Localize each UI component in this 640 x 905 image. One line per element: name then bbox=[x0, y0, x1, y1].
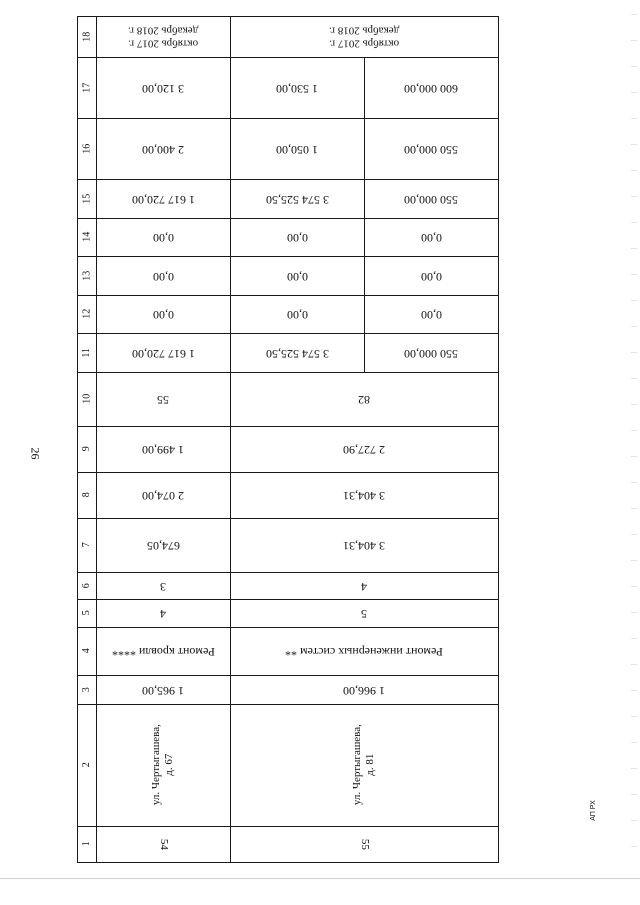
row-55a-col-16 bbox=[230, 118, 364, 179]
row-55b-col-15 bbox=[364, 179, 498, 218]
table-border-bottom bbox=[77, 862, 499, 863]
row-55a-col-16-text: 1 050,00 bbox=[276, 142, 318, 157]
row-54-col-9 bbox=[96, 426, 230, 472]
row-54-number-text: 54 bbox=[157, 838, 170, 850]
column-header-14 bbox=[77, 218, 96, 256]
row-55-col-8-text: 3 404,31 bbox=[343, 488, 385, 503]
column-header-7-text: 7 bbox=[80, 542, 92, 548]
column-header-1 bbox=[77, 826, 96, 862]
row-55-col-9 bbox=[230, 426, 498, 472]
column-header-2-text: 2 bbox=[80, 762, 92, 768]
row-55b-col-16 bbox=[364, 118, 498, 179]
row-54-col-16-text: 2 400,00 bbox=[142, 142, 184, 157]
page-number: 26 bbox=[28, 447, 43, 459]
row-55b-col-11-text: 550 000,00 bbox=[404, 346, 458, 361]
column-header-3-text: 3 bbox=[80, 687, 92, 692]
row-55a-col-14 bbox=[230, 218, 364, 256]
column-header-9-text: 9 bbox=[80, 446, 92, 452]
row-55-number bbox=[230, 826, 498, 862]
row-55-address bbox=[230, 704, 498, 826]
column-header-18-text: 18 bbox=[80, 31, 92, 42]
row-55a-col-14-text: 0,00 bbox=[286, 230, 308, 245]
column-header-5 bbox=[77, 599, 96, 627]
row-55-col-7 bbox=[230, 518, 498, 572]
row-55-entrances-text: 4 bbox=[361, 579, 367, 594]
row-55b-col-14-text: 0,00 bbox=[420, 230, 442, 245]
row-55-col-9-text: 2 727,90 bbox=[343, 442, 385, 457]
column-header-12 bbox=[77, 295, 96, 333]
row-54-col-11-text: 1 617 720,00 bbox=[131, 346, 195, 361]
row-54-col-15 bbox=[96, 179, 230, 218]
row-55b-col-13-text: 0,00 bbox=[420, 269, 442, 284]
row-54-col-7 bbox=[96, 518, 230, 572]
row-54-col-13 bbox=[96, 256, 230, 295]
column-header-10-text: 10 bbox=[80, 394, 92, 404]
row-55b-col-17-text: 600 000,00 bbox=[404, 81, 458, 96]
column-header-8-text: 8 bbox=[80, 492, 92, 498]
column-header-5-text: 5 bbox=[80, 610, 92, 616]
table-border-right bbox=[498, 16, 499, 863]
row-54-col-7-text: 674,05 bbox=[146, 538, 180, 553]
column-header-3 bbox=[77, 675, 96, 704]
row-55a-col-15-text: 3 574 525,50 bbox=[265, 192, 329, 207]
row-55a-col-17-text: 1 530,00 bbox=[276, 81, 318, 96]
column-header-17-text: 17 bbox=[80, 82, 92, 93]
archive-stamp: АП РХ bbox=[589, 799, 597, 821]
row-55-col-7-text: 3 404,31 bbox=[343, 538, 385, 553]
row-55-work-type bbox=[230, 627, 498, 675]
row-55-area-text: 1 966,00 bbox=[343, 683, 385, 698]
row-55-col-8 bbox=[230, 472, 498, 518]
row-54-number bbox=[96, 826, 230, 862]
row-55-address-text: ул. Чертыгашева, д. 81 bbox=[351, 724, 376, 806]
column-header-15-text: 15 bbox=[80, 193, 92, 204]
row-54-col-13-text: 0,00 bbox=[152, 269, 174, 284]
column-header-11-text: 11 bbox=[80, 347, 92, 358]
row-54-address-text: ул. Чертыгашева, д. 67 bbox=[150, 724, 175, 806]
row-55b-col-12 bbox=[364, 295, 498, 333]
row-55-floors bbox=[230, 599, 498, 627]
row-55b-col-12-text: 0,00 bbox=[420, 307, 442, 322]
column-header-11 bbox=[77, 333, 96, 372]
column-header-13 bbox=[77, 256, 96, 295]
column-header-6 bbox=[77, 572, 96, 599]
column-header-12-text: 12 bbox=[80, 309, 92, 319]
row-54-col-10-text: 55 bbox=[157, 392, 169, 407]
row-54-col-10 bbox=[96, 372, 230, 426]
row-55b-col-13 bbox=[364, 256, 498, 295]
column-header-4 bbox=[77, 627, 96, 675]
column-header-2 bbox=[77, 704, 96, 826]
row-54-period-text: октябрь 2017 г. декабрь 2018 г. bbox=[127, 24, 199, 50]
column-header-13-text: 13 bbox=[80, 270, 92, 281]
row-55-entrances bbox=[230, 572, 498, 599]
row-54-work-type-text: Ремонт кровли **** bbox=[111, 644, 215, 659]
row-55-period-text: октябрь 2017 г. декабрь 2018 г. bbox=[328, 24, 400, 50]
row-55-col-10-text: 82 bbox=[358, 392, 370, 407]
column-header-8 bbox=[77, 472, 96, 518]
row-54-col-9-text: 1 499,00 bbox=[142, 442, 184, 457]
row-55-col-10 bbox=[230, 372, 498, 426]
row-54-col-14 bbox=[96, 218, 230, 256]
row-54-period bbox=[96, 16, 230, 57]
column-header-10 bbox=[77, 372, 96, 426]
row-54-col-17-text: 3 120,00 bbox=[142, 81, 184, 96]
column-header-17 bbox=[77, 57, 96, 118]
column-header-14-text: 14 bbox=[80, 232, 92, 242]
row-55b-col-16-text: 550 000,00 bbox=[404, 142, 458, 157]
row-55a-col-13-text: 0,00 bbox=[286, 269, 308, 284]
row-55a-col-11-text: 3 574 525,50 bbox=[265, 346, 329, 361]
column-header-4-text: 4 bbox=[80, 648, 92, 654]
row-54-col-12 bbox=[96, 295, 230, 333]
row-55b-col-11 bbox=[364, 333, 498, 372]
column-header-18 bbox=[77, 16, 96, 57]
row-54-work-type bbox=[96, 627, 230, 675]
column-header-9 bbox=[77, 426, 96, 472]
column-header-16-text: 16 bbox=[80, 143, 92, 154]
row-55b-col-17 bbox=[364, 57, 498, 118]
row-55a-col-13 bbox=[230, 256, 364, 295]
row-54-entrances bbox=[96, 572, 230, 599]
row-54-col-8 bbox=[96, 472, 230, 518]
row-54-col-17 bbox=[96, 57, 230, 118]
row-55-period bbox=[230, 16, 498, 57]
row-54-floors bbox=[96, 599, 230, 627]
row-55a-col-17 bbox=[230, 57, 364, 118]
row-54-col-15-text: 1 617 720,00 bbox=[131, 192, 195, 207]
row-54-col-8-text: 2 074,00 bbox=[142, 488, 184, 503]
column-header-16 bbox=[77, 118, 96, 179]
row-55a-col-12-text: 0,00 bbox=[286, 307, 308, 322]
row-55a-col-12 bbox=[230, 295, 364, 333]
row-55-floors-text: 5 bbox=[361, 606, 367, 621]
column-header-7 bbox=[77, 518, 96, 572]
row-54-col-16 bbox=[96, 118, 230, 179]
row-55a-col-15 bbox=[230, 179, 364, 218]
row-54-area-text: 1 965,00 bbox=[142, 683, 184, 698]
column-header-6-text: 6 bbox=[80, 583, 92, 588]
row-54-area bbox=[96, 675, 230, 704]
row-55a-col-11 bbox=[230, 333, 364, 372]
row-55b-col-14 bbox=[364, 218, 498, 256]
row-55b-col-15-text: 550 000,00 bbox=[404, 192, 458, 207]
row-54-address bbox=[96, 704, 230, 826]
row-54-col-14-text: 0,00 bbox=[152, 230, 174, 245]
row-54-floors-text: 4 bbox=[160, 606, 166, 621]
row-54-col-12-text: 0,00 bbox=[152, 307, 174, 322]
column-header-15 bbox=[77, 179, 96, 218]
column-header-1-text: 1 bbox=[80, 841, 92, 847]
row-55-area bbox=[230, 675, 498, 704]
row-54-col-11 bbox=[96, 333, 230, 372]
row-55-number-text: 55 bbox=[358, 838, 371, 850]
row-54-entrances-text: 3 bbox=[160, 579, 166, 594]
row-55-work-type-text: Ремонт инженерных систем ** bbox=[285, 644, 443, 659]
